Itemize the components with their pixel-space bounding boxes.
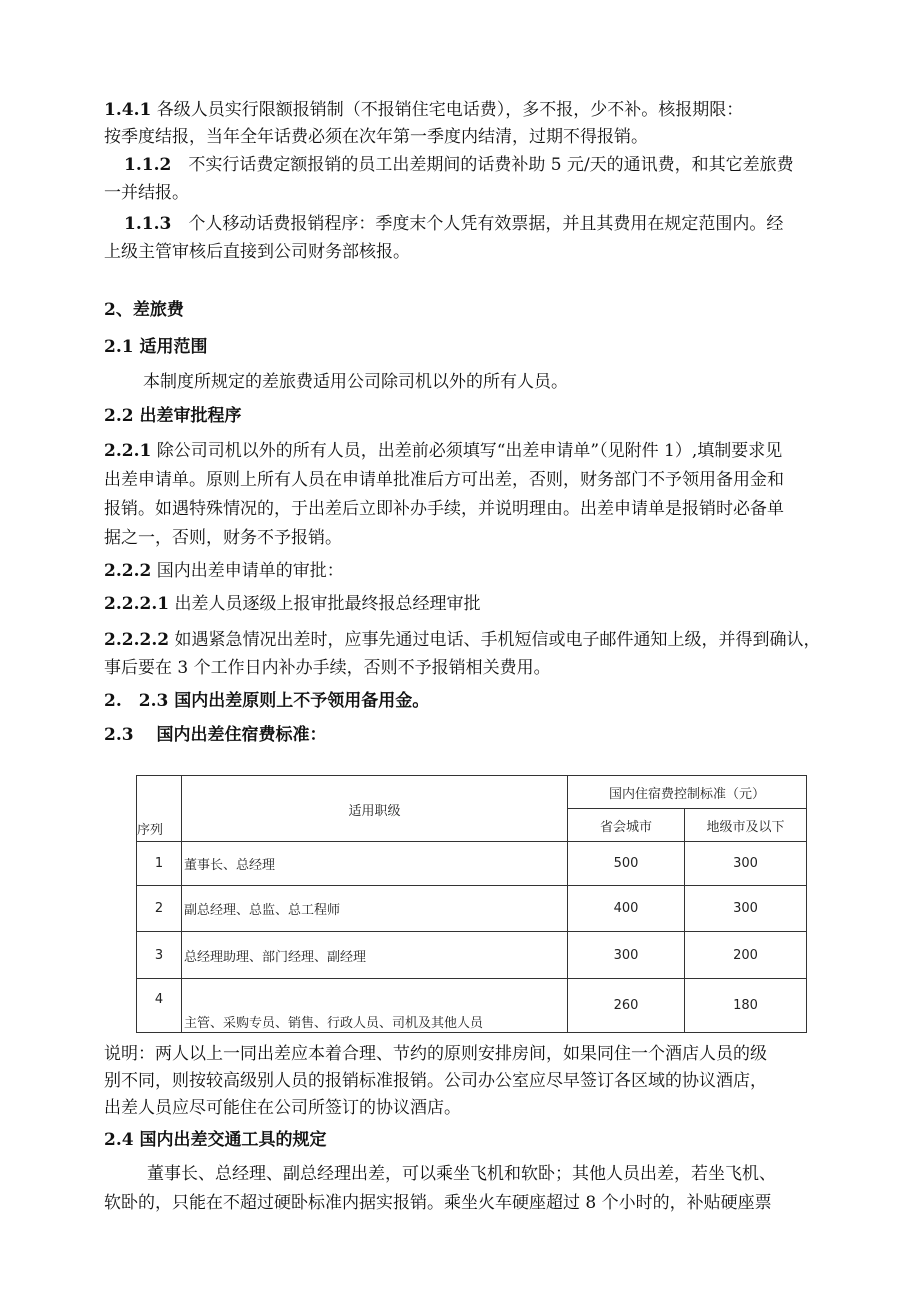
paragraph-1-4-1-line2: 按季度结报，当年全年话费必须在次年第一季度内结清，过期不得报销。 [104,127,648,147]
clause-number: 2.2.1 [104,441,152,461]
row-title: 副总经理、总监、总工程师 [182,886,568,932]
header-prefecture: 地级市及以下 [685,809,807,842]
paragraph-2-1: 本制度所规定的差旅费适用公司除司机以外的所有人员。 [143,372,568,392]
clause-text: 个人移动话费报销程序：季度末个人凭有效票据，并且其费用在规定范围内。经 [171,214,784,234]
section-heading-2-2-3: 2. 2.3 国内出差原则上不予领用备用金。 [104,691,430,711]
note-line1: 说明：两人以上一同出差应本着合理、节约的原则安排房间，如果同住一个酒店人员的级 [104,1044,767,1064]
header-title: 适用职级 [182,776,568,842]
paragraph-2-2-1-line3: 报销。如遇特殊情况的，于出差后立即补办手续，并说明理由。出差申请单是报销时必备单 [104,499,784,519]
table-row [137,932,807,979]
row-title: 主管、采购专员、销售、行政人员、司机及其他人员 [182,979,568,1033]
note-line3: 出差人员应尽可能住在公司所签订的协议酒店。 [104,1098,461,1118]
paragraph-2-2-2-1 [104,593,844,615]
section-heading-2-2: 2.2 出差审批程序 [104,406,242,426]
section-heading-2-4: 2.4 国内出差交通工具的规定 [104,1130,327,1150]
paragraph-2-2-2-2-line1 [104,629,844,651]
header-standard: 国内住宿费控制标准（元） [568,776,807,809]
paragraph-1-1-3-line2: 上级主管审核后直接到公司财务部核报。 [104,242,410,262]
row-seq: 2 [137,886,182,932]
paragraph-2-2-1-line4: 据之一，否则，财务不予报销。 [104,528,342,548]
clause-text: 出差人员逐级上报审批最终报总经理审批 [169,594,481,614]
row-provincial: 500 [568,842,685,886]
row-provincial: 260 [568,979,685,1033]
clause-number: 2.2.2.2 [104,630,170,650]
table-header-row-1 [137,776,807,809]
paragraph-2-2-2-2-line2: 事后要在 3 个工作日内补办手续，否则不予报销相关费用。 [104,658,551,678]
row-seq: 1 [137,842,182,886]
paragraph-1-1-2-line2: 一并结报。 [104,183,189,203]
paragraph-1-4-1-line1 [104,99,844,121]
row-title: 董事长、总经理 [182,842,568,886]
section-heading-2: 2、差旅费 [104,300,184,320]
row-seq: 4 [137,979,182,1033]
row-provincial: 300 [568,932,685,979]
paragraph-2-4-line2: 软卧的，只能在不超过硬卧标准内据实报销。乘坐火车硬座超过 8 个小时的，补贴硬座票 [104,1193,772,1213]
clause-text: 各级人员实行限额报销制（不报销住宅电话费），多不报，少不补。核报期限： [151,100,744,120]
row-title: 总经理助理、部门经理、副经理 [182,932,568,979]
row-prefecture: 180 [685,979,807,1033]
paragraph-2-4-line1: 董事长、总经理、副总经理出差，可以乘坐飞机和软卧；其他人员出差，若坐飞机、 [147,1164,776,1184]
clause-text: 除公司司机以外的所有人员，出差前必须填写“出差申请单”（见附件 1）,填制要求见 [151,441,783,461]
paragraph-2-2-1-line2: 出差申请单。原则上所有人员在申请单批准后方可出差，否则，财务部门不予领用备用金和 [104,470,784,490]
section-heading-2-3: 2.3 国内出差住宿费标准： [104,725,327,745]
row-prefecture: 200 [685,932,807,979]
header-seq: 序列 [137,776,182,842]
clause-text: 国内出差申请单的审批： [151,561,344,581]
clause-number: 2.2.2.1 [104,594,170,614]
clause-number: 1.1.2 [124,155,172,175]
clause-number: 1.4.1 [104,100,152,120]
table-row [137,842,807,886]
table-row [137,979,807,1033]
row-seq: 3 [137,932,182,979]
paragraph-2-2-2 [104,560,844,582]
clause-number: 1.1.3 [124,214,172,234]
paragraph-1-1-2-line1 [124,154,864,176]
row-prefecture: 300 [685,842,807,886]
clause-text: 如遇紧急情况出差时，应事先通过电话、手机短信或电子邮件通知上级，并得到确认， [169,630,821,650]
table-row [137,886,807,932]
note-line2: 别不同，则按较高级别人员的报销标准报销。公司办公室应尽早签订各区域的协议酒店， [104,1071,767,1091]
section-heading-2-1: 2.1 适用范围 [104,337,208,357]
row-prefecture: 300 [685,886,807,932]
row-provincial: 400 [568,886,685,932]
clause-text: 不实行话费定额报销的员工出差期间的话费补助 5 元/天的通讯费，和其它差旅费 [171,155,794,175]
header-provincial: 省会城市 [568,809,685,842]
paragraph-1-1-3-line1 [124,213,864,235]
accommodation-standard-table [136,775,807,1033]
clause-number: 2.2.2 [104,561,152,581]
paragraph-2-2-1-line1 [104,440,844,462]
